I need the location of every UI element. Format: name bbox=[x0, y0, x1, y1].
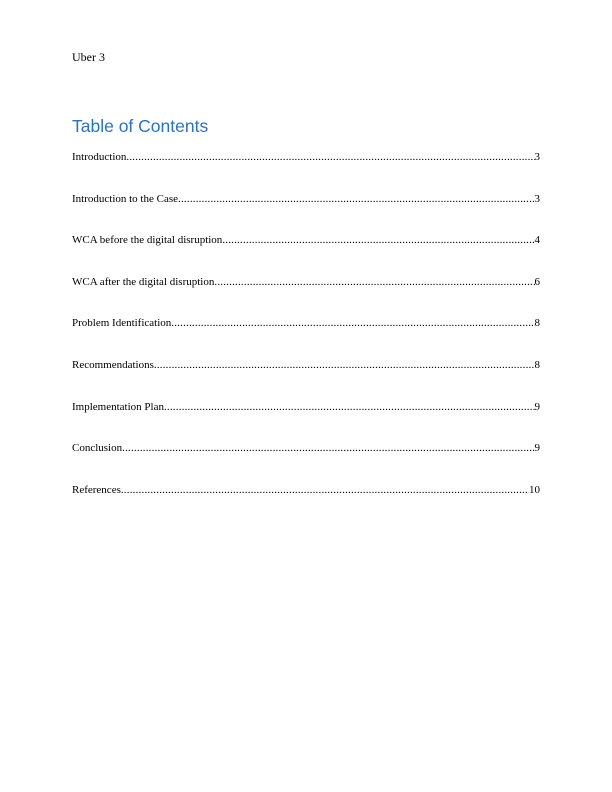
toc-entry-page: 10 bbox=[529, 483, 540, 496]
toc-entry-implementation-plan[interactable] bbox=[72, 400, 540, 414]
toc-entry-introduction-to-the-case[interactable] bbox=[72, 192, 540, 206]
toc-dot-leader bbox=[126, 150, 534, 164]
toc-entry-page: 6 bbox=[534, 275, 540, 288]
toc-entry-page: 8 bbox=[534, 358, 540, 371]
toc-entry-title: Conclusion bbox=[72, 442, 123, 455]
toc-entry-page: 9 bbox=[534, 442, 540, 455]
toc-entry-title: Implementation Plan bbox=[72, 400, 164, 413]
toc-entry-page: 4 bbox=[534, 234, 540, 247]
toc-entry-title: Introduction to the Case bbox=[72, 192, 179, 205]
toc-dot-leader bbox=[154, 358, 535, 372]
toc-entry-title: WCA before the digital disruption bbox=[72, 234, 223, 247]
toc-entry-page: 3 bbox=[534, 151, 540, 163]
toc-dot-leader bbox=[178, 192, 534, 206]
toc-heading: Table of Contents bbox=[72, 116, 209, 136]
toc-dot-leader bbox=[122, 441, 534, 455]
toc-dot-leader bbox=[121, 483, 529, 497]
toc-dot-leader bbox=[164, 400, 535, 414]
toc-entry-page: 3 bbox=[534, 192, 540, 205]
toc-entry-title: Introduction bbox=[72, 151, 127, 163]
toc-entry-conclusion[interactable] bbox=[72, 441, 540, 455]
toc-entry-title: Recommendations bbox=[72, 358, 154, 371]
toc-entry-title: WCA after the digital disruption bbox=[72, 275, 215, 288]
toc-dot-leader bbox=[222, 233, 534, 247]
toc-entry-wca-before[interactable] bbox=[72, 233, 540, 247]
toc-entry-wca-after[interactable] bbox=[72, 275, 540, 289]
toc-entry-title: Problem Identification bbox=[72, 317, 172, 330]
toc-list bbox=[72, 150, 540, 524]
toc-entry-introduction[interactable] bbox=[72, 150, 540, 164]
toc-dot-leader bbox=[171, 316, 534, 330]
toc-entry-page: 9 bbox=[534, 400, 540, 413]
toc-entry-problem-identification[interactable] bbox=[72, 316, 540, 330]
toc-dot-leader bbox=[214, 275, 534, 289]
running-head: Uber 3 bbox=[72, 50, 105, 64]
toc-entry-title: References bbox=[72, 483, 121, 496]
toc-entry-page: 8 bbox=[534, 317, 540, 330]
toc-entry-references[interactable] bbox=[72, 483, 540, 497]
toc-entry-recommendations[interactable] bbox=[72, 358, 540, 372]
